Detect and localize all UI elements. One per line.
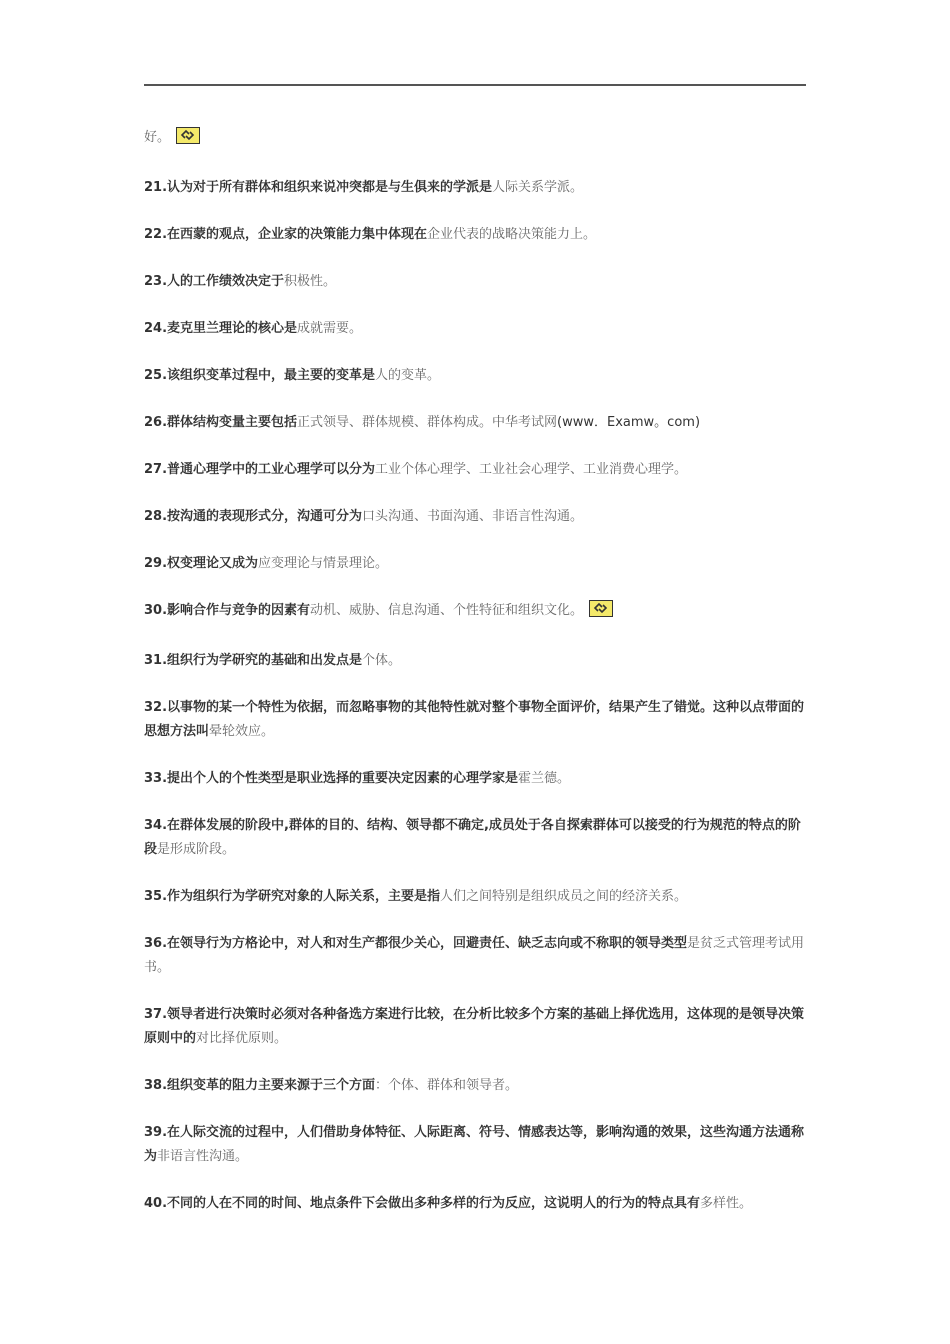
answer-text: 企业代表的战略决策能力上。 — [427, 227, 597, 242]
question-26 — [144, 411, 806, 435]
answer-text: 晕轮效应。 — [209, 724, 275, 739]
answer-text: 积极性。 — [284, 274, 337, 289]
question-29 — [144, 552, 806, 576]
question-text: 28.按沟通的表现形式分，沟通可分为 — [144, 509, 363, 524]
answer-text: 个体。 — [362, 653, 402, 668]
question-text: 31.组织行为学研究的基础和出发点是 — [144, 653, 363, 668]
question-text: 38.组织变革的阻力主要来源于三个方面 — [144, 1078, 376, 1093]
answer-text: 好。 — [144, 130, 171, 145]
answer-text: 应变理论与情景理论。 — [258, 556, 389, 571]
question-25 — [144, 364, 806, 388]
question-text: 36.在领导行为方格论中，对人和对生产都很少关心，回避责任、缺乏志向或不称职的领导类型 — [144, 936, 688, 951]
question-text: 25.该组织变革过程中，最主要的变革是 — [144, 368, 376, 383]
answer-text: 动机、威胁、信息沟通、个性特征和组织文化。 — [310, 603, 584, 618]
question-text: 21.认为对于所有群体和组织来说冲突都是与生俱来的学派是 — [144, 180, 493, 195]
answer-text: 工业个体心理学、工业社会心理学、工业消费心理学。 — [375, 462, 688, 477]
question-text: 27.普通心理学中的工业心理学可以分为 — [144, 462, 376, 477]
answer-text: 多样性。 — [700, 1196, 753, 1211]
question-22 — [144, 223, 806, 247]
answer-text: 是形成阶段。 — [157, 842, 236, 857]
question-40 — [144, 1192, 806, 1216]
question-text: 37.领导者进行决策时必须对各种备选方案进行比较，在分析比较多个方案的基础上择优选用，这体现的是领导决策原则中的 — [144, 1007, 805, 1046]
answer-text: 口头沟通、书面沟通、非语言性沟通。 — [362, 509, 584, 524]
site-url-text: (www．Examw。com) — [557, 415, 701, 430]
question-31 — [144, 649, 806, 673]
question-34 — [144, 814, 806, 862]
question-36 — [144, 932, 806, 980]
question-text: 22.在西蒙的观点，企业家的决策能力集中体现在 — [144, 227, 428, 242]
answer-text: 成就需要。 — [297, 321, 363, 336]
question-39 — [144, 1121, 806, 1169]
question-33 — [144, 767, 806, 791]
answer-text: 人际关系学派。 — [492, 180, 584, 195]
question-27 — [144, 458, 806, 482]
answer-text: 人们之间特别是组织成员之间的经济关系。 — [440, 889, 688, 904]
question-text: 39.在人际交流的过程中，人们借助身体特征、人际距离、符号、情感表达等，影响沟通的效果，这些沟通方法通称为 — [144, 1125, 805, 1164]
question-text: 32.以事物的某一个特性为依据，而忽略事物的其他特性就对整个事物全面评价，结果产生了错觉。这种以点带面的思想方法叫 — [144, 700, 805, 739]
link-icon — [176, 127, 200, 153]
answer-text: ：个体、群体和领导者。 — [375, 1078, 519, 1093]
answer-text: 是贫乏式管理考试用书。 — [144, 936, 805, 975]
answer-text: 人的变革。 — [375, 368, 441, 383]
question-37 — [144, 1003, 806, 1051]
question-text: 26.群体结构变量主要包括 — [144, 415, 298, 430]
answer-text: 对比择优原则。 — [196, 1031, 288, 1046]
question-text: 24.麦克里兰理论的核心是 — [144, 321, 298, 336]
question-text: 40.不同的人在不同的时间、地点条件下会做出多种多样的行为反应，这说明人的行为的特点具有 — [144, 1196, 701, 1211]
question-21 — [144, 176, 806, 200]
question-text: 23.人的工作绩效决定于 — [144, 274, 285, 289]
question-38 — [144, 1074, 806, 1098]
question-24 — [144, 317, 806, 341]
answer-text: 正式领导、群体规模、群体构成。中华考试网 — [297, 415, 558, 430]
question-28 — [144, 505, 806, 529]
question-text: 30.影响合作与竞争的因素有 — [144, 603, 311, 618]
question-text: 34.在群体发展的阶段中,群体的目的、结构、领导都不确定,成员处于各自探索群体可以接受的行为规范的特点的阶段 — [144, 818, 801, 857]
answer-text: 霍兰德。 — [518, 771, 571, 786]
question-text: 33.提出个人的个性类型是职业选择的重要决定因素的心理学家是 — [144, 771, 519, 786]
intro-line — [144, 126, 806, 153]
header-rule — [144, 84, 806, 86]
question-23 — [144, 270, 806, 294]
link-icon — [589, 600, 613, 626]
question-list — [144, 124, 806, 1216]
question-32 — [144, 696, 806, 744]
question-text: 29.权变理论又成为 — [144, 556, 259, 571]
question-30 — [144, 599, 806, 626]
answer-text: 非语言性沟通。 — [157, 1149, 249, 1164]
question-35 — [144, 885, 806, 909]
question-text: 35.作为组织行为学研究对象的人际关系，主要是指 — [144, 889, 441, 904]
